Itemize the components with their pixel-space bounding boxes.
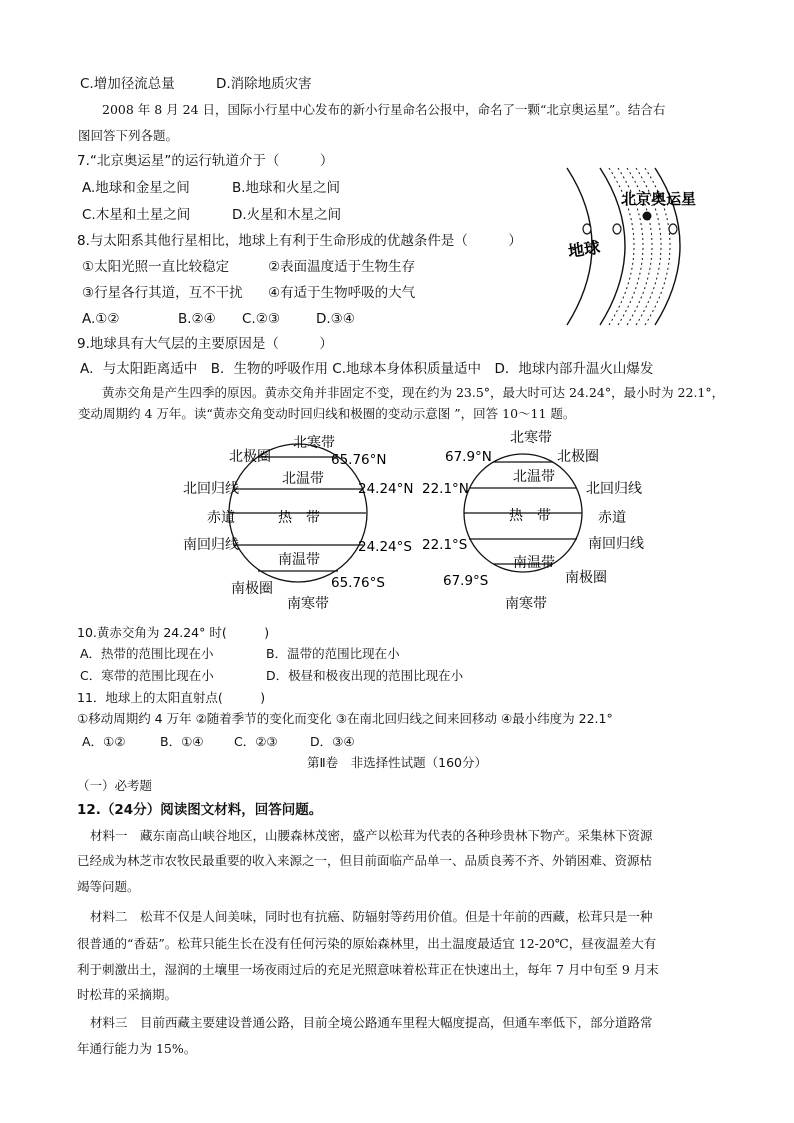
material-2-line: 很普通的“香菇”。松茸只能生长在没有任何污染的原始森林里，出土温度最适宜 12-20℃，昼夜温差大有 (77, 936, 657, 951)
intro-paragraph-line: 图回答下列各题。 (78, 128, 179, 143)
q7-stem: 7.“北京奥运星”的运行轨道介于（ ） (77, 153, 334, 169)
intro-paragraph-line: 变动周期约 4 万年。读“黄赤交角变动时回归线和极圈的变动示意图 ”，回答 10～11 题。 (78, 406, 576, 421)
asteroid-marker (643, 212, 652, 221)
q10-option-b: B．温带的范围比现在小 (266, 646, 400, 661)
q11-option-b: B．①④ (160, 734, 204, 749)
q8-option-b: B.②④ (178, 311, 216, 327)
circle-label: 北极圈 (557, 449, 599, 465)
zone-label: 南寒带 (287, 596, 329, 612)
section-title: 第Ⅱ卷 非选择性试题（160分） (306, 755, 487, 770)
q8-item-2: ②表面温度适于生物生存 (268, 259, 416, 275)
line-label: 北回归线 (183, 481, 239, 497)
orbit-marker (669, 224, 677, 234)
q11-stem: 11．地球上的太阳直射点( ) (77, 690, 266, 705)
q11-items: ①移动周期约 4 万年 ②随着季节的变化而变化 ③在南北回归线之间来回移动 ④最小纬度为 22.1° (77, 711, 613, 726)
q11-option-a: A．①② (82, 734, 126, 749)
latitude-label: 24.24°S (358, 539, 412, 555)
zone-label: 南温带 (278, 552, 320, 568)
q8-option-a: A.①② (82, 311, 120, 327)
line-label: 赤道 (207, 510, 235, 526)
q7-option-b: B.地球和火星之间 (232, 180, 341, 196)
latitude-label: 65.76°S (331, 575, 385, 591)
line-label: 南回归线 (183, 537, 239, 553)
latitude-label: 65.76°N (331, 452, 387, 468)
q7-option-d: D.火星和木星之间 (232, 207, 342, 223)
zone-label: 热 带 (509, 508, 551, 524)
material-2-line: 利于刺激出土，湿润的土壤里一场夜雨过后的充足光照意味着松茸正在快速出土，每年 7 月中旬至 9 月末 (77, 962, 659, 977)
earth-label: 地球 (566, 237, 602, 261)
q8-item-1: ①太阳光照一直比较稳定 (82, 259, 230, 275)
zone-label: 北温带 (513, 469, 555, 485)
latitude-label: 22.1°N (422, 481, 469, 497)
circle-label: 南极圈 (565, 570, 607, 586)
material-2-line: 材料二 松茸不仅是人间美味，同时也有抗癌、防辐射等药用价值。但是十年前的西藏，松茸只是一种 (90, 909, 653, 924)
q11-option-d: D．③④ (310, 734, 355, 749)
intro-paragraph-line: 黄赤交角是产生四季的原因。黄赤交角并非固定不变，现在约为 23.5°，最大时可达 24.24°，最小时为 22.1°， (102, 385, 725, 400)
zone-label: 北寒带 (293, 435, 335, 451)
material-1-line: 已经成为林芝市农牧民最重要的收入来源之一，但目前面临产品单一、品质良莠不齐、外销困难、资源枯 (77, 853, 653, 868)
latitude-label: 67.9°S (443, 573, 489, 589)
intro-paragraph-line: 2008 年 8 月 24 日，国际小行星中心发布的新小行星命名公报中，命名了一颗“北京奥运星”。结合右 (102, 102, 666, 117)
q7-option-c: C.木星和土星之间 (82, 207, 191, 223)
latitude-label: 67.9°N (445, 449, 492, 465)
q8-item-4: ④有适于生物呼吸的大气 (268, 285, 416, 301)
line-label: 北回归线 (586, 481, 642, 497)
asteroid-label: 北京奥运星 (621, 190, 697, 208)
material-1-line: 竭等问题。 (77, 879, 140, 894)
zone-label: 北寒带 (510, 430, 552, 446)
material-3-line: 年通行能力为 15%。 (77, 1041, 197, 1056)
zone-label: 北温带 (282, 471, 324, 487)
earth-marker (583, 224, 591, 234)
q11-option-c: C．②③ (234, 734, 278, 749)
q8-item-3: ③行星各行其道，互不干扰 (82, 285, 243, 301)
circle-label: 南极圈 (231, 581, 273, 597)
q10-stem: 10.黄赤交角为 24.24° 时( ) (77, 625, 270, 640)
q7-option-a: A.地球和金星之间 (82, 180, 190, 196)
q6-option-d: D.消除地质灾害 (216, 76, 312, 92)
orbit-diagram (555, 160, 715, 330)
latitude-label: 22.1°S (422, 537, 468, 553)
earth-marker (613, 224, 621, 234)
material-1-line: 材料一 藏东南高山峡谷地区，山腰森林茂密，盛产以松茸为代表的各种珍贵林下物产。采集林下资源 (90, 828, 653, 843)
circle-label: 北极圈 (229, 449, 271, 465)
line-label: 南回归线 (588, 536, 644, 552)
q8-option-c: C.②③ (242, 311, 280, 327)
line-label: 赤道 (598, 510, 626, 526)
q6-option-c: C.增加径流总量 (80, 76, 175, 92)
q8-option-d: D.③④ (316, 311, 355, 327)
zone-label: 南温带 (513, 555, 555, 571)
q10-option-c: C．寒带的范围比现在小 (80, 668, 214, 683)
section-subtitle: （一）必考题 (77, 778, 153, 793)
q9-options: A．与太阳距离适中 B．生物的呼吸作用 C.地球本身体积质量适中 D．地球内部升温火山爆发 (80, 361, 654, 377)
material-3-line: 材料三 目前西藏主要建设普通公路，目前全境公路通车里程大幅度提高，但通车率低下，部分道路常 (90, 1015, 653, 1030)
q10-option-a: A．热带的范围比现在小 (80, 646, 214, 661)
q12-stem: 12.（24分）阅读图文材料，回答问题。 (77, 802, 323, 818)
material-2-line: 时松茸的采摘期。 (77, 987, 178, 1002)
climate-zones-diagram (175, 424, 655, 616)
zone-label: 南寒带 (505, 596, 547, 612)
latitude-label: 24.24°N (358, 481, 414, 497)
q8-stem: 8.与太阳系其他行星相比，地球上有利于生命形成的优越条件是（ ） (77, 233, 522, 249)
zone-label: 热 带 (278, 510, 320, 526)
q9-stem: 9.地球具有大气层的主要原因是（ ） (77, 336, 333, 352)
q10-option-d: D．极昼和极夜出现的范围比现在小 (266, 668, 464, 683)
